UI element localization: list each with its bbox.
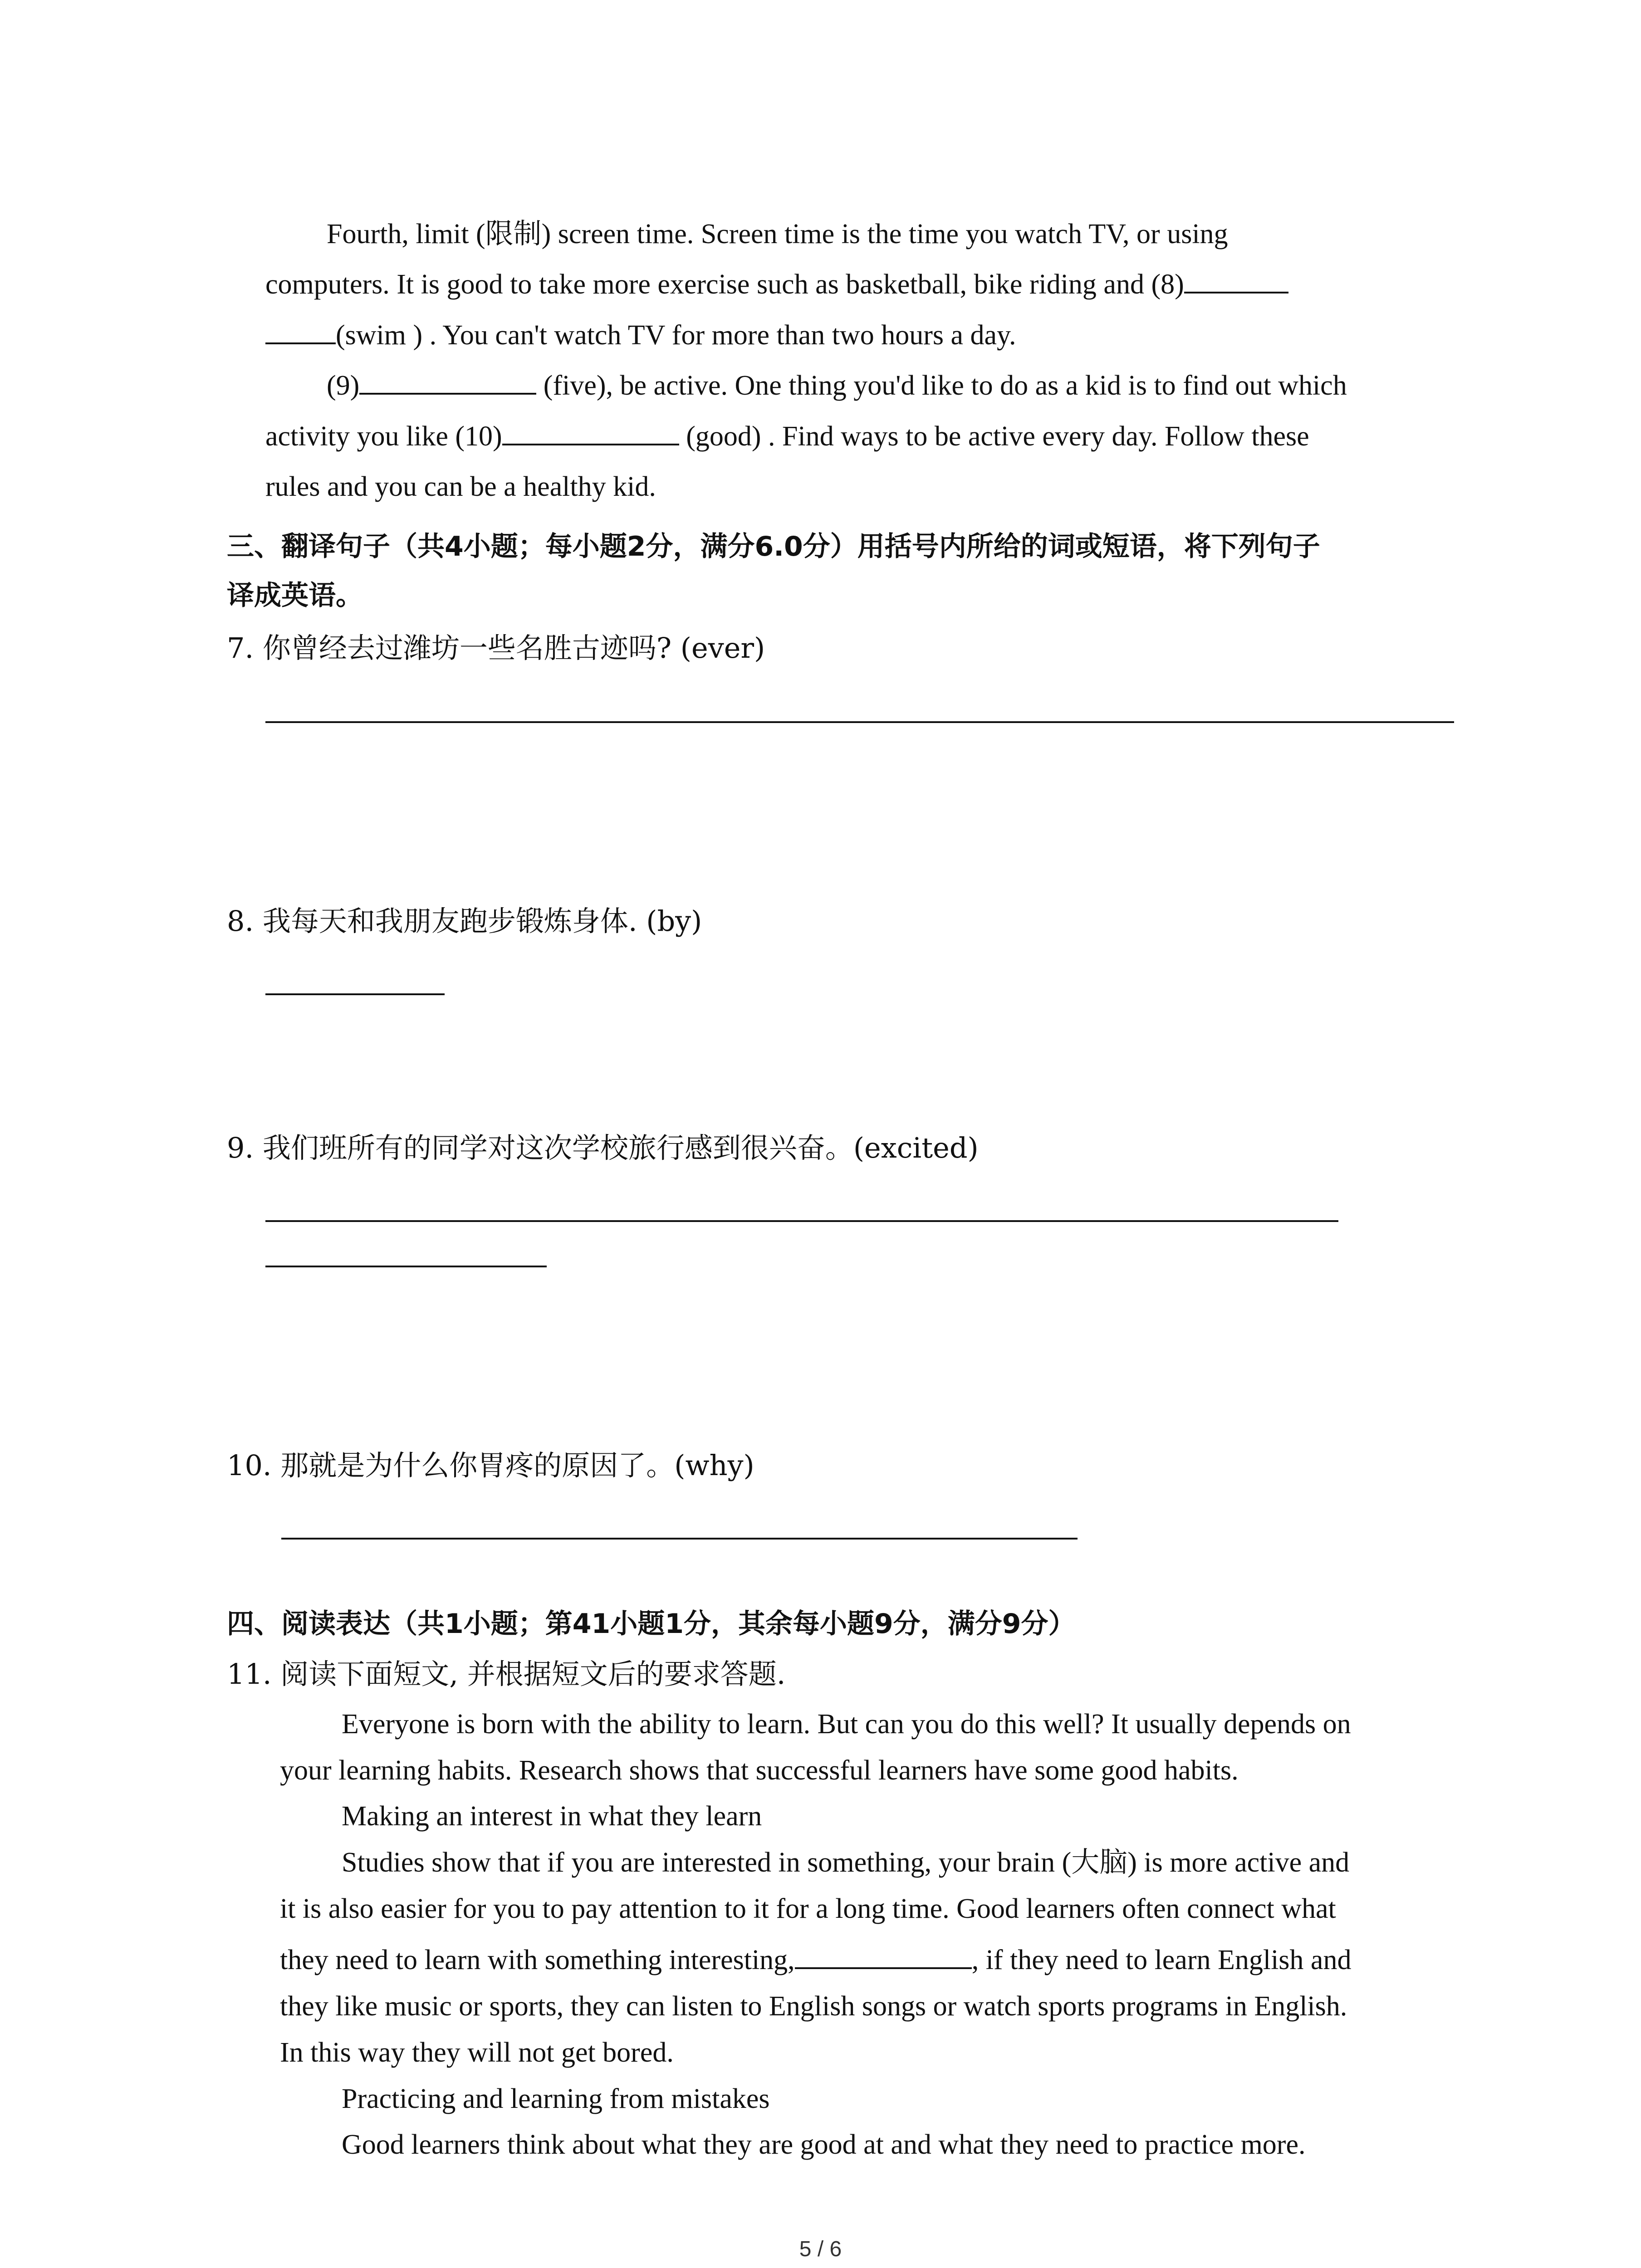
question-7: 7. 你曾经去过潍坊一些名胜古迹吗? (ever) xyxy=(227,631,765,665)
passage-line: In this way they will not get bored. xyxy=(280,2037,674,2068)
passage-line: they need to learn with something interesting, , if they need to learn English and xyxy=(280,1945,1352,1975)
section-heading: 四、阅读表达（共1小题；第41小题1分，其余每小题9分，满分9分） xyxy=(227,1608,1076,1640)
passage-subheading: Practicing and learning from mistakes xyxy=(342,2083,770,2114)
page-number: 5 / 6 xyxy=(799,2237,842,2261)
passage-line: Everyone is born with the ability to learn. But can you do this well? It usually depends on xyxy=(342,1709,1351,1740)
answer-line-9[interactable] xyxy=(265,1220,1338,1222)
answer-blank-10[interactable] xyxy=(502,442,679,445)
passage-line: Studies show that if you are interested in something, your brain (大脑) is more active and xyxy=(342,1847,1350,1878)
passage-line: they like music or sports, they can listen to English songs or watch sports programs in English. xyxy=(280,1991,1347,2022)
question-9: 9. 我们班所有的同学对这次学校旅行感到很兴奋。(excited) xyxy=(227,1131,979,1164)
answer-blank-9[interactable] xyxy=(359,391,536,395)
answer-line-7[interactable] xyxy=(265,721,1454,723)
passage-line: (swim ) . You can't watch TV for more than two hours a day. xyxy=(265,321,1016,349)
passage-line: computers. It is good to take more exercise such as basketball, bike riding and (8) xyxy=(265,270,1288,298)
passage-line: it is also easier for you to pay attention to it for a long time. Good learners often connect what xyxy=(280,1893,1336,1924)
passage-line: activity you like (10) (good) . Find ways to be active every day. Follow these xyxy=(265,421,1309,452)
question-11: 11. 阅读下面短文, 并根据短文后的要求答题. xyxy=(227,1657,786,1691)
passage-line: (9) (five), be active. One thing you'd like to do as a kid is to find out which xyxy=(327,370,1347,401)
question-10: 10. 那就是为什么你胃疼的原因了。(why) xyxy=(227,1449,754,1482)
passage-line: Fourth, limit (限制) screen time. Screen time is the time you watch TV, or using xyxy=(327,219,1228,249)
question-8: 8. 我每天和我朋友跑步锻炼身体. (by) xyxy=(227,904,702,938)
answer-blank-11[interactable] xyxy=(795,1965,972,1969)
passage-line: rules and you can be a healthy kid. xyxy=(265,471,656,502)
passage-line: Good learners think about what they are good at and what they need to practice more. xyxy=(342,2129,1306,2160)
answer-line-8[interactable] xyxy=(265,993,445,995)
passage-subheading: Making an interest in what they learn xyxy=(342,1801,762,1832)
answer-line-10[interactable] xyxy=(281,1538,1078,1540)
section-heading: 译成英语。 xyxy=(227,580,363,611)
passage-line: your learning habits. Research shows that successful learners have some good habits. xyxy=(280,1755,1239,1786)
answer-blank-8[interactable] xyxy=(1184,290,1288,293)
section-heading: 三、翻译句子（共4小题；每小题2分，满分6.0分）用括号内所给的词或短语，将下列句子 xyxy=(227,531,1320,562)
answer-line-9b[interactable] xyxy=(265,1266,547,1267)
answer-blank-8-cont[interactable] xyxy=(265,341,336,344)
